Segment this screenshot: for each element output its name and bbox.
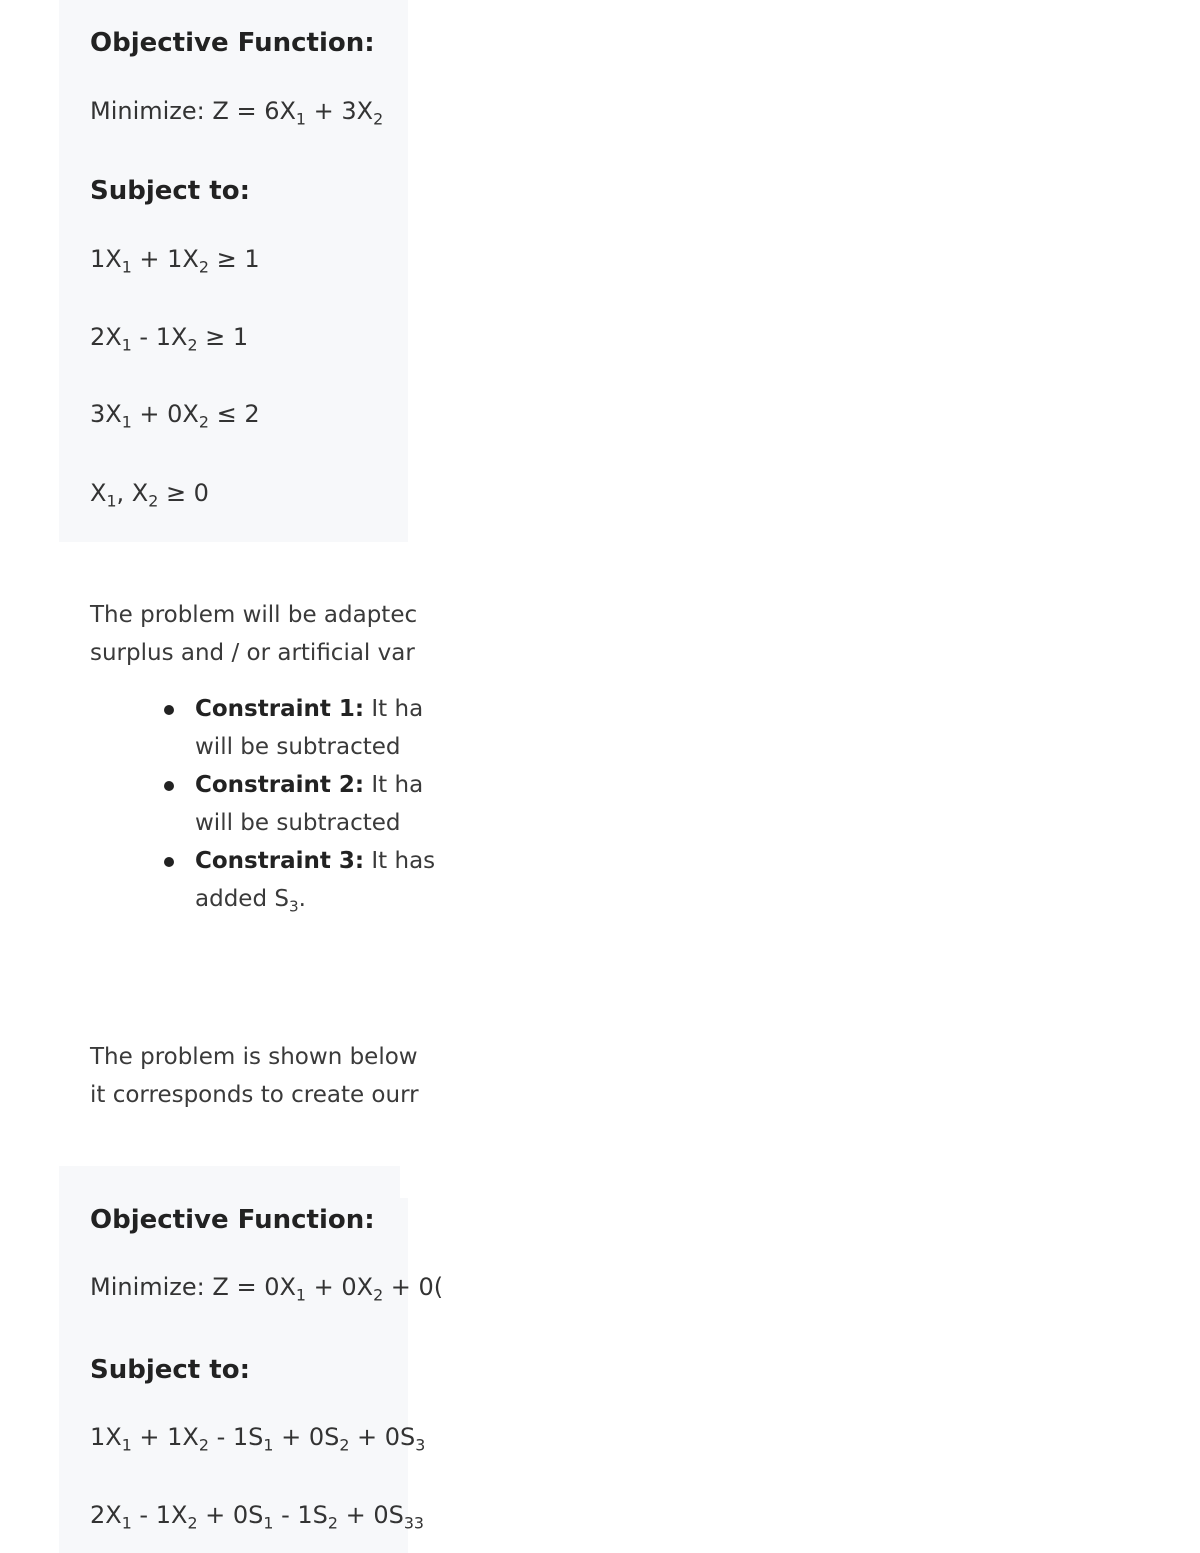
non-negativity-constraint: $X_1$, $X_2 \ge 0$	[90, 479, 209, 511]
subject-to-heading: Subject to:	[90, 1355, 250, 1385]
content-viewport	[0, 0, 444, 1553]
objective-function: Minimize: $Z = 0X_1 + 0X_2 + 0$(	[90, 1273, 444, 1305]
constraint-explanation-list	[0, 690, 435, 918]
bullet-icon	[164, 781, 174, 791]
list-item: Constraint 3: It has added $S_3$.	[0, 842, 435, 918]
adaptation-paragraph: The problem will be adaptec surplus and / or artificial var	[90, 602, 418, 666]
constraint-2: $2X_1 - 1X_2 \ge 1$	[90, 323, 249, 355]
constraint-1: $1X_1 + 1X_2 \ge 1$	[90, 245, 260, 277]
list-item: Constraint 2: It ha will be subtracted	[0, 766, 435, 842]
subject-to-heading: Subject to:	[90, 176, 250, 206]
constraint-3: $3X_1 + 0X_2 \le 2$	[90, 400, 260, 432]
constraint-1: $1X_1 + 1X_2 - 1S_1 + 0S_2 + 0S_3$	[90, 1423, 426, 1455]
bullet-icon	[164, 857, 174, 867]
objective-function-heading: Objective Function:	[90, 1205, 375, 1235]
bullet-icon	[164, 705, 174, 715]
list-item: Constraint 1: It ha will be subtracted	[0, 690, 435, 766]
box-divider	[400, 1166, 408, 1198]
standard-form-paragraph: The problem is shown below it corresponds to create ourr	[90, 1044, 419, 1108]
objective-function: Minimize: $Z = 6X_1 + 3X_2$	[90, 97, 384, 129]
objective-function-heading: Objective Function:	[90, 28, 375, 58]
constraint-2: $2X_1 - 1X_2 + 0S_1 - 1S_2 + 0S_{33}$	[90, 1501, 424, 1533]
